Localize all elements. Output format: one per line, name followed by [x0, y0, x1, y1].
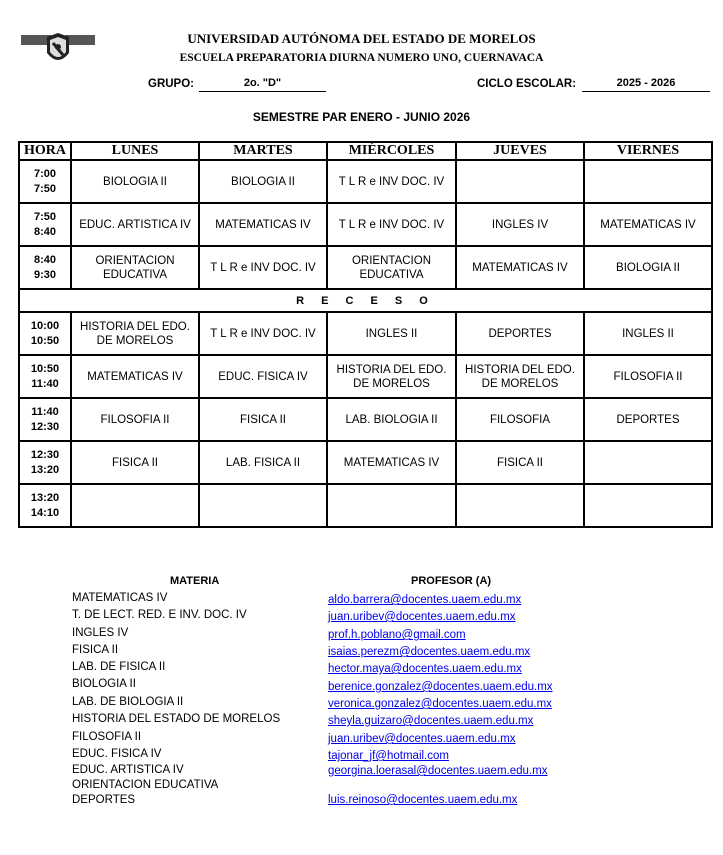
- class-cell: INGLES II: [584, 312, 712, 355]
- class-cell: MATEMATICAS IV: [584, 203, 712, 246]
- col-martes: MARTES: [199, 142, 327, 160]
- table-row: [19, 398, 712, 441]
- materia-item: DEPORTES: [72, 794, 136, 806]
- table-row: [19, 355, 712, 398]
- class-cell: FILOSOFIA II: [71, 398, 199, 441]
- class-cell: T L R e INV DOC. IV: [327, 203, 456, 246]
- semester-title: SEMESTRE PAR ENERO - JUNIO 2026: [252, 110, 471, 124]
- materia-item: LAB. DE BIOLOGIA II: [72, 696, 184, 708]
- materia-item: MATEMATICAS IV: [72, 592, 168, 604]
- class-cell: [199, 484, 327, 527]
- materia-item: FISICA II: [72, 644, 119, 656]
- profesor-email-link[interactable]: hector.maya@docentes.uaem.edu.mx: [328, 663, 522, 675]
- class-cell: [456, 484, 584, 527]
- class-cell: BIOLOGIA II: [71, 160, 199, 203]
- class-cell: FILOSOFIA: [456, 398, 584, 441]
- class-cell: HISTORIA DEL EDO. DE MORELOS: [456, 355, 584, 398]
- ciclo-label: CICLO ESCOLAR:: [477, 78, 577, 90]
- class-cell: T L R e INV DOC. IV: [199, 312, 327, 355]
- time-cell: 8:40 9:30: [19, 246, 71, 289]
- class-cell: [456, 160, 584, 203]
- table-row: [19, 312, 712, 355]
- grupo-value: 2o. "D": [199, 76, 326, 92]
- materia-item: BIOLOGIA II: [72, 678, 136, 690]
- class-cell: T L R e INV DOC. IV: [327, 160, 456, 203]
- class-cell: EDUC. FISICA IV: [199, 355, 327, 398]
- class-cell: ORIENTACION EDUCATIVA: [71, 246, 199, 289]
- time-cell: 13:20 14:10: [19, 484, 71, 527]
- class-cell: LAB. FISICA II: [199, 441, 327, 484]
- materia-item: LAB. DE FISICA II: [72, 661, 166, 673]
- class-cell: BIOLOGIA II: [199, 160, 327, 203]
- col-lunes: LUNES: [71, 142, 199, 160]
- materia-item: HISTORIA DEL ESTADO DE MORELOS: [72, 713, 281, 725]
- class-cell: DEPORTES: [456, 312, 584, 355]
- profesor-email-link[interactable]: sheyla.guizaro@docentes.uaem.edu.mx: [328, 715, 534, 727]
- break-row: [19, 289, 712, 312]
- materia-item: EDUC. ARTISTICA IV: [72, 764, 184, 776]
- class-cell: HISTORIA DEL EDO. DE MORELOS: [71, 312, 199, 355]
- col-hora: HORA: [19, 142, 71, 160]
- profesor-email-link[interactable]: georgina.loerasal@docentes.uaem.edu.mx: [328, 765, 548, 777]
- class-cell: FISICA II: [71, 441, 199, 484]
- profesor-email-link[interactable]: veronica.gonzalez@docentes.uaem.edu.mx: [328, 698, 552, 710]
- time-cell: 7:00 7:50: [19, 160, 71, 203]
- class-cell: [584, 441, 712, 484]
- materia-header: MATERIA: [170, 575, 220, 587]
- class-cell: ORIENTACION EDUCATIVA: [327, 246, 456, 289]
- materia-item: T. DE LECT. RED. E INV. DOC. IV: [72, 609, 247, 621]
- profesor-header: PROFESOR (A): [411, 575, 492, 587]
- class-cell: EDUC. ARTISTICA IV: [71, 203, 199, 246]
- class-cell: MATEMATICAS IV: [456, 246, 584, 289]
- class-cell: [584, 160, 712, 203]
- class-cell: DEPORTES: [584, 398, 712, 441]
- class-cell: BIOLOGIA II: [584, 246, 712, 289]
- class-cell: FISICA II: [199, 398, 327, 441]
- table-row: [19, 484, 712, 527]
- class-cell: T L R e INV DOC. IV: [199, 246, 327, 289]
- table-row: [19, 203, 712, 246]
- time-cell: 11:40 12:30: [19, 398, 71, 441]
- class-cell: FISICA II: [456, 441, 584, 484]
- class-cell: [584, 484, 712, 527]
- class-cell: [71, 484, 199, 527]
- col-miercoles: MIÉRCOLES: [327, 142, 456, 160]
- university-title: UNIVERSIDAD AUTÓNOMA DEL ESTADO DE MORELOS: [187, 31, 536, 46]
- profesor-email-link[interactable]: luis.reinoso@docentes.uaem.edu.mx: [328, 794, 518, 806]
- class-cell: MATEMATICAS IV: [199, 203, 327, 246]
- profesor-email-link[interactable]: aldo.barrera@docentes.uaem.edu.mx: [328, 594, 522, 606]
- materia-item: ORIENTACION EDUCATIVA: [72, 779, 219, 791]
- profesor-email-link[interactable]: juan.uribev@docentes.uaem.edu.mx: [328, 611, 516, 623]
- table-row: [19, 246, 712, 289]
- materia-item: FILOSOFIA II: [72, 731, 142, 743]
- time-cell: 7:50 8:40: [19, 203, 71, 246]
- class-cell: LAB. BIOLOGIA II: [327, 398, 456, 441]
- ciclo-value: 2025 - 2026: [582, 76, 710, 92]
- class-cell: FILOSOFIA II: [584, 355, 712, 398]
- profesor-email-link[interactable]: juan.uribev@docentes.uaem.edu.mx: [328, 733, 516, 745]
- table-row: [19, 160, 712, 203]
- class-cell: MATEMATICAS IV: [327, 441, 456, 484]
- table-row: [19, 441, 712, 484]
- class-cell: INGLES IV: [456, 203, 584, 246]
- school-title: ESCUELA PREPARATORIA DIURNA NUMERO UNO, CUERNAVACA: [179, 52, 544, 64]
- time-cell: 12:30 13:20: [19, 441, 71, 484]
- profesor-email-link[interactable]: tajonar_jf@hotmail.com: [328, 750, 449, 762]
- class-cell: MATEMATICAS IV: [71, 355, 199, 398]
- time-cell: 10:50 11:40: [19, 355, 71, 398]
- profesor-email-link[interactable]: prof.h.poblano@gmail.com: [328, 629, 466, 641]
- class-cell: HISTORIA DEL EDO. DE MORELOS: [327, 355, 456, 398]
- col-viernes: VIERNES: [584, 142, 712, 160]
- materia-item: INGLES IV: [72, 627, 129, 639]
- materia-item: EDUC. FISICA IV: [72, 748, 162, 760]
- schedule-header-row: [19, 142, 712, 160]
- col-jueves: JUEVES: [456, 142, 584, 160]
- grupo-label: GRUPO:: [148, 78, 194, 90]
- break-label: R E C E S O: [19, 289, 712, 312]
- time-cell: 10:00 10:50: [19, 312, 71, 355]
- profesor-email-link[interactable]: isaias.perezm@docentes.uaem.edu.mx: [328, 646, 531, 658]
- class-cell: [327, 484, 456, 527]
- schedule-table: [18, 141, 713, 528]
- profesor-email-link[interactable]: berenice.gonzalez@docentes.uaem.edu.mx: [328, 681, 553, 693]
- class-cell: INGLES II: [327, 312, 456, 355]
